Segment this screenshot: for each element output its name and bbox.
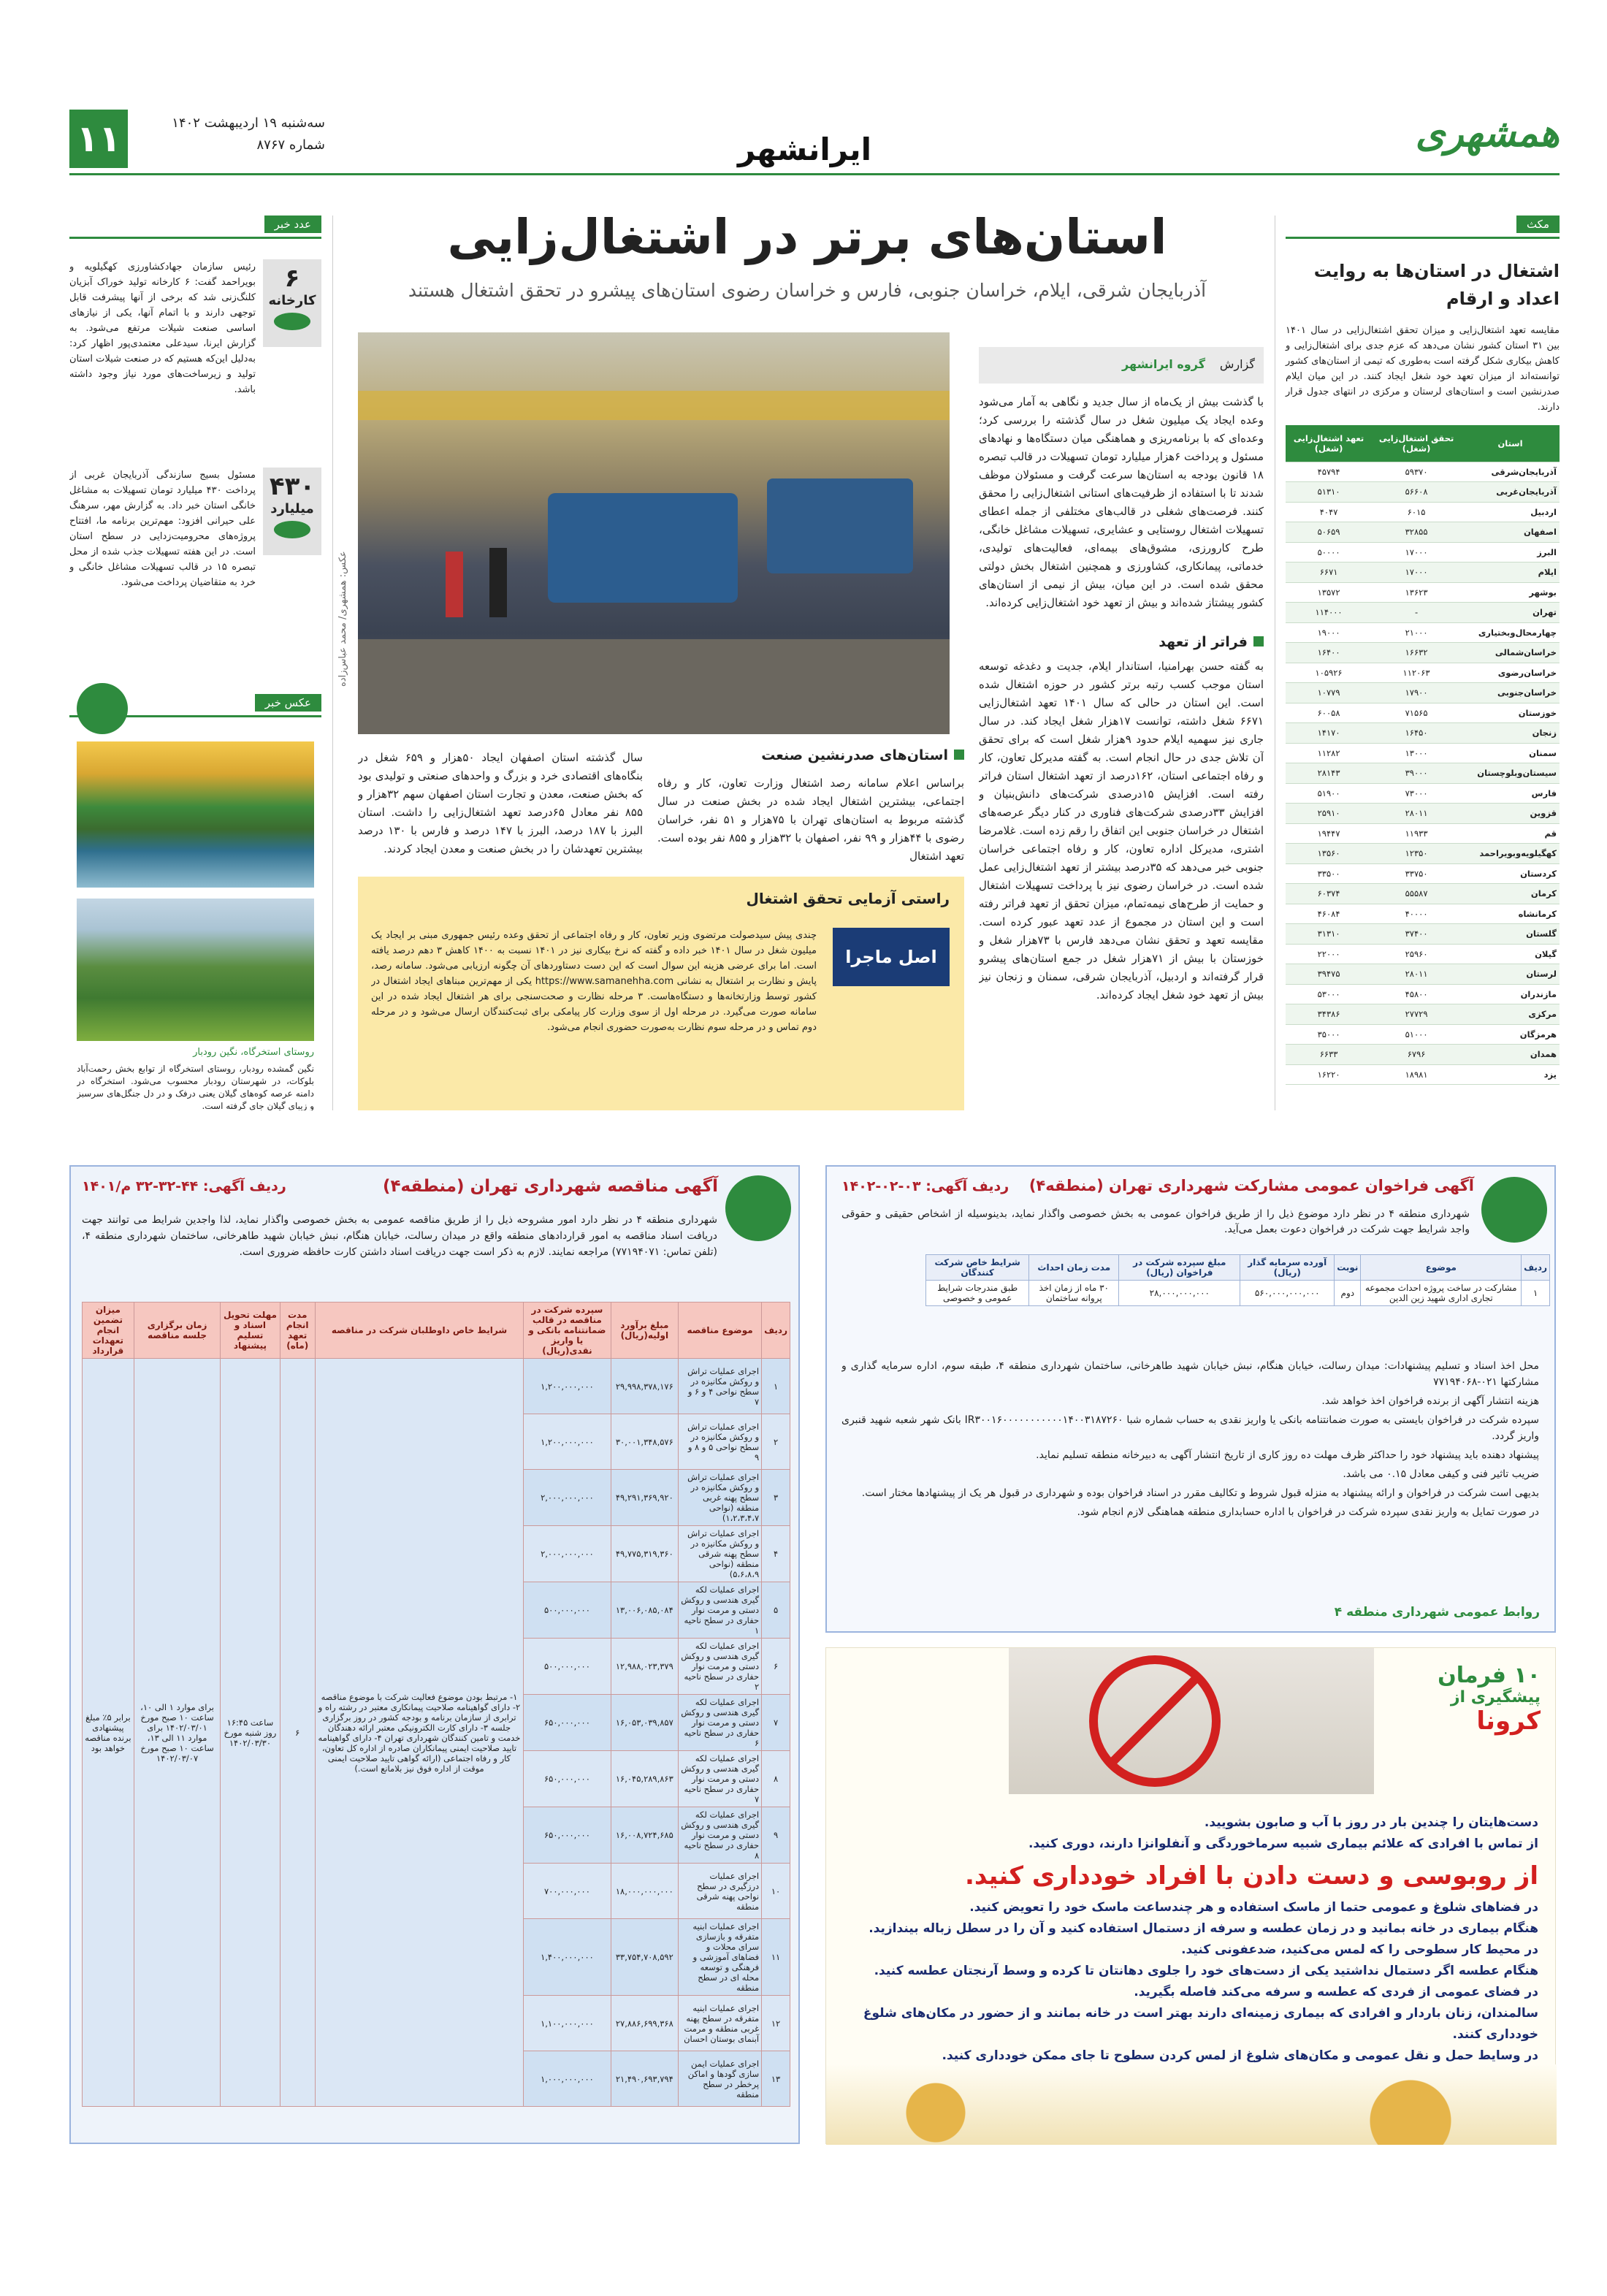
commitment-value: ۲۲۰۰۰ xyxy=(1286,944,1372,964)
tender-estimate: ۱۸,۰۰۰,۰۰۰,۰۰۰ xyxy=(611,1864,678,1919)
province-row xyxy=(1286,884,1560,904)
commitment-value: ۱۶۴۰۰ xyxy=(1286,643,1372,663)
covid-box xyxy=(825,1647,1556,2144)
province-row xyxy=(1286,663,1560,683)
masthead-rule xyxy=(69,173,1560,175)
covid-tip: هنگام عطسه اگر دستمال نداشتید یکی از دست‌های خود را جلوی دهانتان تا کرده و وسط آرنجتان عطسه کنید. xyxy=(874,1964,1538,1978)
tender-deposit: ۱,۱۰۰,۰۰۰,۰۰۰ xyxy=(524,1996,611,2051)
tender-header: میزان تضمین انجام تعهدات قرارداد xyxy=(83,1303,134,1359)
realized-value: ۳۳۷۵۰ xyxy=(1372,863,1461,884)
tender-index: ۱۲ xyxy=(762,1996,790,2051)
tender-header: ردیف xyxy=(762,1303,790,1359)
tender-header: مهلت تحویل اسناد و تسلیم پیشنهاد xyxy=(221,1303,280,1359)
ad-right-header: آورده سرمایه گذار (ریال) xyxy=(1240,1255,1335,1281)
tender-header: مدت انجام تعهد (ماه) xyxy=(280,1303,315,1359)
report-tag: گزارش xyxy=(1219,357,1255,371)
tender-index: ۱۱ xyxy=(762,1919,790,1996)
sub-heading-2: استان‌های صدرنشین صنعت xyxy=(657,747,964,763)
date-line: سه‌شنبه ۱۹ اردیبهشت ۱۴۰۲ xyxy=(172,115,325,131)
realized-value: ۴۰۰۰۰ xyxy=(1372,904,1461,924)
ad-table-right xyxy=(925,1254,1550,1306)
province-name: کرمانشاه xyxy=(1461,904,1560,924)
tender-subject: اجرای عملیات درزگیری در سطح نواحی پهنه شرقی منطقه xyxy=(679,1864,762,1919)
province-row xyxy=(1286,1004,1560,1025)
issue-line: شماره ۸۷۶۷ xyxy=(256,137,325,153)
realized-value: ۷۳۰۰۰ xyxy=(1372,783,1461,804)
tender-index: ۱۳ xyxy=(762,2051,790,2107)
report-tag-box xyxy=(979,347,1264,384)
ad-participation xyxy=(825,1165,1556,1633)
ad-code-right: ردیف آگهی: ۰۳-۰۲-۱۴۰۲ xyxy=(841,1178,1009,1194)
covid-tip: در فضای عمومی از فردی که عطسه و سرفه می‌کند فاصله بگیرید. xyxy=(1134,1985,1538,1999)
ad-right-bullet: ضریب تاثیر فنی و کیفی معادل ۰.۱۵ می باشد. xyxy=(1343,1468,1539,1480)
col-province: استان xyxy=(1461,425,1560,462)
commitment-value: ۶۶۳۳ xyxy=(1286,1045,1372,1065)
province-name: خوزستان xyxy=(1461,703,1560,723)
factcheck-logo: اصل ماجرا xyxy=(833,928,950,986)
province-name: فارس xyxy=(1461,783,1560,804)
number-text-1: رئیس سازمان جهادکشاورزی کهگیلویه و بویراحمد گفت: ۶ کارخانه تولید خوراک آبزیان کلنگ‌زنی شد که برخی از آنها پیشرفت قابل توجهی دارند و با اتمام آنها، یکی از نیازهای اساسی صنعت شیلات مرتفع می‌شود. به گزارش ایرنا، سیدعلی معتمدی‌پور اظهار کرد: به‌دلیل این‌که هستیم که در صنعت شیلات استان تولید و زیرساخت‌های مورد نیاز وجود داشته باشد. xyxy=(69,262,256,395)
tender-subject: اجرای عملیات ایمن سازی گودها و اماکن پرخطر در سطح منطقه xyxy=(679,2051,762,2107)
realized-value: ۶۷۹۶ xyxy=(1372,1045,1461,1065)
covid-tip: سالمندان، زنان باردار و افرادی که بیماری زمینه‌ای دارند بهتر است در خانه بمانند و از حضور در مکان‌های شلوغ خودداری کنند. xyxy=(863,2006,1538,2042)
commitment-value: ۳۴۳۸۶ xyxy=(1286,1004,1372,1025)
tender-subject: اجرای عملیات لکه گیری هندسی و روکش دستی و مرمت نوار حفاری در سطح ناحیه ۷ xyxy=(679,1751,762,1807)
realized-value: - xyxy=(1372,603,1461,623)
province-row xyxy=(1286,1045,1560,1065)
province-row xyxy=(1286,502,1560,522)
commitment-value: ۶۶۷۱ xyxy=(1286,562,1372,583)
province-name: همدان xyxy=(1461,1045,1560,1065)
commitment-value: ۱۹۰۰۰ xyxy=(1286,622,1372,643)
realized-value: ۳۷۴۰۰ xyxy=(1372,924,1461,945)
tender-header: شرایط خاص داوطلبان شرکت در مناقصه xyxy=(315,1303,523,1359)
commitment-value: ۶۰۰۵۸ xyxy=(1286,703,1372,723)
ad-right-header: مبلغ سپرده شرکت در فراخوان (ریال) xyxy=(1119,1255,1240,1281)
factory-photo xyxy=(358,332,950,734)
tender-index: ۷ xyxy=(762,1695,790,1751)
tender-index: ۳ xyxy=(762,1470,790,1526)
tender-estimate: ۲۷,۸۸۶,۶۹۹,۳۶۸ xyxy=(611,1996,678,2051)
commitment-value: ۵۰۶۵۹ xyxy=(1286,522,1372,543)
commitment-value: ۵۱۳۱۰ xyxy=(1286,482,1372,503)
ad-right-bullet: محل اخذ اسناد و تسلیم پیشنهادات: میدان رسالت، خیابان هنگام، نبش خیابان شهید طاهرخانی، ساختمان شهرداری منطقه ۴، طبقه سوم، اداره سرمایه گذاری و مشارکتها ۰۲۱-۷۷۱۹۴۰۶۸ xyxy=(841,1360,1539,1388)
province-row xyxy=(1286,823,1560,844)
commitment-value: ۲۵۹۱۰ xyxy=(1286,804,1372,824)
tender-estimate: ۱۳,۰۰۶,۰۸۵,۰۸۴ xyxy=(611,1582,678,1639)
main-subtitle: آذربایجان شرقی، ایلام، خراسان جنوبی، فارس و خراسان رضوی استان‌های پیشرو در تحقق اشتغال هستند xyxy=(408,280,1207,301)
province-row xyxy=(1286,1024,1560,1045)
covid-tip: در محیط کار سطوحی را که لمس می‌کنید، ضدعفونی کنید. xyxy=(1181,1942,1538,1957)
ad-right-header: شرایط خاص شرکت کنندگان xyxy=(926,1255,1029,1281)
province-row xyxy=(1286,904,1560,924)
province-row xyxy=(1286,723,1560,744)
commitment-value: ۳۱۳۱۰ xyxy=(1286,924,1372,945)
commitment-value: ۴۰۴۷ xyxy=(1286,502,1372,522)
tender-subject: اجرای عملیات تراش و روکش مکانیزه در سطح نواحی ۴ و ۶ و ۷ xyxy=(679,1359,762,1414)
province-row xyxy=(1286,844,1560,864)
province-row xyxy=(1286,582,1560,603)
realized-value: ۲۱۰۰۰ xyxy=(1372,622,1461,643)
province-name: گیلان xyxy=(1461,944,1560,964)
tender-subject: اجرای عملیات لکه گیری هندسی و روکش دستی و مرمت نوار حفاری در سطح ناحیه ۸ xyxy=(679,1807,762,1864)
province-row xyxy=(1286,683,1560,703)
commitment-value: ۱۹۴۴۷ xyxy=(1286,823,1372,844)
realized-value: ۴۵۸۰۰ xyxy=(1372,984,1461,1004)
realized-value: ۲۵۹۶۰ xyxy=(1372,944,1461,964)
tender-deposit: ۶۵۰,۰۰۰,۰۰۰ xyxy=(524,1751,611,1807)
commitment-value: ۱۶۲۲۰ xyxy=(1286,1064,1372,1085)
realized-value: ۷۱۵۶۵ xyxy=(1372,703,1461,723)
province-name: اردبیل xyxy=(1461,502,1560,522)
province-row xyxy=(1286,804,1560,824)
covid-tip: هنگام بیماری در خانه بمانید و در زمان عطسه و سرفه از دستمال استفاده کنید و آن را در سطل زباله بیندازید. xyxy=(869,1921,1538,1936)
covid-image xyxy=(1009,1648,1374,1794)
tender-header: زمان برگزاری جلسه مناقصه xyxy=(134,1303,220,1359)
box-intro: مقایسه تعهد اشتغال‌زایی و میزان تحقق اشتغال‌زایی در سال ۱۴۰۱ بین ۳۱ استان کشور نشان می‌دهد که عزم جدی برای اشتغال‌زایی و کاهش بیکاری شکل گرفته است به‌طوری که تیمی از استان‌های کشور توانسته‌اند از میزان تعهد خود شغل ایجاد کنند. در این میان ایلام صدرنشین است و استان‌های لرستان و مرکزی در انتهای جدول قرار دارند. xyxy=(1286,325,1560,413)
tender-subject: اجرای عملیات تراش و روکش مکانیزه در سطح نواحی ۵ و ۸ و ۹ xyxy=(679,1414,762,1470)
ad-right-cell: ۲۸,۰۰۰,۰۰۰,۰۰۰ xyxy=(1119,1281,1240,1306)
province-row xyxy=(1286,924,1560,945)
ad-right-header: نوبت xyxy=(1335,1255,1361,1281)
province-row xyxy=(1286,522,1560,543)
commitment-value: ۵۰۰۰۰ xyxy=(1286,542,1372,562)
covid-list xyxy=(841,1812,1538,2067)
tender-deposit: ۶۵۰,۰۰۰,۰۰۰ xyxy=(524,1807,611,1864)
province-row xyxy=(1286,703,1560,723)
tender-index: ۸ xyxy=(762,1751,790,1807)
tender-deposit: ۱,۰۰۰,۰۰۰,۰۰۰ xyxy=(524,2051,611,2107)
commitment-value: ۱۳۵۶۰ xyxy=(1286,844,1372,864)
realized-value: ۵۹۳۷۰ xyxy=(1372,462,1461,482)
tender-estimate: ۲۹,۹۹۸,۳۷۸,۱۷۶ xyxy=(611,1359,678,1414)
commitment-value: ۲۸۱۴۳ xyxy=(1286,763,1372,784)
realized-value: ۵۱۰۰۰ xyxy=(1372,1024,1461,1045)
tender-subject: اجرای عملیات ابنیه متفرقه و بازسازی سرای محلات و فضاهای آموزشی و فرهنگی و توسعه محله ای در سطح منطقه xyxy=(679,1919,762,1996)
realized-value: ۱۱۲۰۶۳ xyxy=(1372,663,1461,683)
province-name: زنجان xyxy=(1461,723,1560,744)
section-tag: مکث xyxy=(1516,216,1560,233)
commitment-value: ۱۴۱۷۰ xyxy=(1286,723,1372,744)
ad-right-cell: مشارکت در ساخت پروژه احداث مجموعه تجاری اداری شهید زین الدین xyxy=(1361,1281,1522,1306)
province-row xyxy=(1286,984,1560,1004)
tender-session: برای موارد ۱ الی ۱۰، ساعت ۱۰ صبح مورخ ۱۴۰۲/۰۳/۰۱ برای موارد ۱۱ الی ۱۳، ساعت ۱۰ صبح مورخ ۱۴۰۲/۰۳/۰۷ xyxy=(134,1359,220,2107)
province-name: البرز xyxy=(1461,542,1560,562)
main-left-p1: سال گذشته استان اصفهان ایجاد ۵۰هزار و ۶۵۹ شغل در بنگاه‌های اقتصادی خرد و بزرگ و واحدهای صنعتی و تولیدی بود که بخش صنعت، معدن و تجارت استان اصفهان سهم ۳۲هزار و ۸۵۵ نفر معادل ۶۵درصد تعهد اشتغال‌زایی را داشت. استان البرز با ۱۸۷ درصد، البرز با ۱۴۷ درصد و فارس با ۱۳۰ درصد بیشترین تعهدشان را در بخش صنعت و معدن ایجاد کردند. xyxy=(358,751,643,855)
covid-tip: دست‌هایتان را چندین بار در روز با آب و صابون بشویید. xyxy=(1204,1815,1538,1830)
landscape-photo-2 xyxy=(77,899,314,1041)
province-name: آذربایجان‌غربی xyxy=(1461,482,1560,503)
province-row xyxy=(1286,964,1560,985)
tender-deposit: ۵۰۰,۰۰۰,۰۰۰ xyxy=(524,1582,611,1639)
ad-right-cell: طبق مندرجات شرایط عمومی و خصوصی xyxy=(926,1281,1029,1306)
province-name: مرکزی xyxy=(1461,1004,1560,1025)
province-name: اصفهان xyxy=(1461,522,1560,543)
commitment-value: ۱۰۷۷۹ xyxy=(1286,683,1372,703)
realized-value: ۱۲۳۵۰ xyxy=(1372,844,1461,864)
commitment-value: ۱۱۲۸۲ xyxy=(1286,743,1372,763)
province-row xyxy=(1286,462,1560,482)
col-realized: تحقق اشتغال‌زایی (شغل) xyxy=(1372,425,1461,462)
number-badge-2: ۴۳۰ میلیارد xyxy=(263,468,321,555)
realized-value: ۱۸۹۸۱ xyxy=(1372,1064,1461,1085)
ad-right-cell: ۱ xyxy=(1522,1281,1550,1306)
ad-title-right: آگهی فراخوان عمومی مشارکت شهرداری تهران (منطقه۴) xyxy=(1028,1177,1474,1194)
ad-intro-right: شهرداری منطقه ۴ در نظر دارد موضوع ذیل را از طریق فراخوان عمومی به بخش خصوصی واگذار نماید، بدینوسیله از اشخاص حقیقی و حقوقی واجد شرایط جهت شرکت در فراخوان دعوت بعمل می‌آید. xyxy=(841,1208,1470,1235)
tender-subject: اجرای عملیات لکه گیری هندسی و روکش دستی و مرمت نوار حفاری در سطح ناحیه ۲ xyxy=(679,1639,762,1695)
realized-value: ۱۱۹۳۳ xyxy=(1372,823,1461,844)
factcheck-box xyxy=(358,877,964,1110)
province-name: خراسان‌جنوبی xyxy=(1461,683,1560,703)
realized-value: ۱۶۶۳۲ xyxy=(1372,643,1461,663)
realized-value: ۵۵۵۸۷ xyxy=(1372,884,1461,904)
province-name: آذربایجان‌شرقی xyxy=(1461,462,1560,482)
ad-right-header: ردیف xyxy=(1522,1255,1550,1281)
main-mid-p1: براساس اعلام سامانه رصد اشتغال وزارت تعاون، کار و رفاه اجتماعی، بیشترین اشتغال ایجاد شده در بخش صنعت در سال گذشته مربوط به استان‌های تهران با ۷۵هزار و ۵۱ نفر، خراسان رضوی با ۴۴هزار و ۹۹ نفر، اصفهان با ۳۲هزار و ۸۵۵ نفر بوده است. تعهد اشتغال xyxy=(657,777,964,863)
tender-estimate: ۴۹,۲۹۱,۳۶۹,۹۲۰ xyxy=(611,1470,678,1526)
province-name: ایلام xyxy=(1461,562,1560,583)
page-number: ۱۱ xyxy=(69,110,128,168)
province-name: قزوین xyxy=(1461,804,1560,824)
col-commitment: تعهد اشتغال‌زایی (شغل) xyxy=(1286,425,1372,462)
tender-estimate: ۱۶,۰۵۳,۰۳۹,۸۵۷ xyxy=(611,1695,678,1751)
ad-right-bullet: بدیهی است شرکت در فراخوان و ارائه پیشنهاد به منزله قبول شروط و تکالیف مقرر در اسناد فراخوان بوده و شهرداری در قبول هر یک از پیشنهادها مختار است. xyxy=(861,1487,1539,1499)
covid-tip: از تماس با افرادی که علائم بیماری شبیه سرماخوردگی و آنفلوانزا دارند، دوری کنید. xyxy=(1028,1837,1538,1851)
commitment-value: ۱۰۵۹۲۶ xyxy=(1286,663,1372,683)
ad-right-cell: ۵۶۰,۰۰۰,۰۰۰,۰۰۰ xyxy=(1240,1281,1335,1306)
province-row xyxy=(1286,482,1560,503)
ad-code-left: ردیف آگهی: ۴۴-۳۲-۳۲ م/۱۴۰۱ xyxy=(82,1178,286,1194)
covid-badge: ۱۰ فرمان پیشگیری از کرونا xyxy=(1438,1663,1541,1736)
number-badge-1: ۶ کارخانه xyxy=(263,259,321,347)
landscape-photo-1 xyxy=(77,741,314,888)
province-table xyxy=(1286,425,1560,1085)
numbers-tag: عدد خبر xyxy=(264,216,321,233)
ad-logo-left xyxy=(725,1175,791,1241)
ad-right-bullet: در صورت تمایل به واریز نقدی سپرده شرکت در فراخوان با اداره حسابداری منطقه هماهنگی لازم انجام شود. xyxy=(1077,1506,1539,1518)
realized-value: ۲۸۰۱۱ xyxy=(1372,804,1461,824)
ad-right-bullet: پیشنهاد دهنده باید پیشنهاد خود را حداکثر ظرف مهلت ده روز کاری از تاریخ انتشار آگهی به دبیرخانه منطقه تسلیم نماید. xyxy=(1036,1449,1539,1461)
column-divider-left xyxy=(332,216,333,1110)
covid-tip: در وسایط حمل و نقل عمومی و مکان‌های شلوغ از لمس کردن سطوح تا جای ممکن خودداری کنید. xyxy=(942,2048,1538,2063)
tender-deposit: ۱,۲۰۰,۰۰۰,۰۰۰ xyxy=(524,1359,611,1414)
tender-deposit: ۷۰۰,۰۰۰,۰۰۰ xyxy=(524,1864,611,1919)
province-row xyxy=(1286,1064,1560,1085)
logo: همشهری xyxy=(1415,111,1560,156)
tender-index: ۹ xyxy=(762,1807,790,1864)
tender-index: ۱۰ xyxy=(762,1864,790,1919)
tender-index: ۱ xyxy=(762,1359,790,1414)
province-name: گلستان xyxy=(1461,924,1560,945)
province-name: کهگیلویه‌وبویراحمد xyxy=(1461,844,1560,864)
tender-header: موضوع مناقصه xyxy=(679,1303,762,1359)
province-name: یزد xyxy=(1461,1064,1560,1085)
commitment-value: ۳۳۵۰۰ xyxy=(1286,863,1372,884)
commitment-value: ۵۳۰۰۰ xyxy=(1286,984,1372,1004)
ad-right-bullet: هزینه انتشار آگهی از برنده فراخوان اخذ خواهد شد. xyxy=(1321,1395,1539,1407)
covid-tip: در فضاهای شلوغ و عمومی حتما از ماسک استفاده و هر چندساعت ماسک خود را تعویض کنید. xyxy=(969,1900,1538,1915)
tender-estimate: ۳۳,۷۵۴,۷۰۸,۵۹۲ xyxy=(611,1919,678,1996)
province-row xyxy=(1286,542,1560,562)
commitment-value: ۵۱۹۰۰ xyxy=(1286,783,1372,804)
province-row xyxy=(1286,643,1560,663)
province-name: خراسان‌شمالی xyxy=(1461,643,1560,663)
main-title: استان‌های برتر در اشتغال‌زایی xyxy=(447,209,1167,265)
tender-index: ۴ xyxy=(762,1526,790,1582)
province-row xyxy=(1286,743,1560,763)
tender-subject: اجرای عملیات تراش و روکش مکانیزه در سطح پهنه غربی منطقه (نواحی ۱،۲،۳،۴،۷) xyxy=(679,1470,762,1526)
province-row xyxy=(1286,863,1560,884)
photo-caption: عکس: همشهری/ محمد عباس‌زاده xyxy=(337,551,348,687)
province-row xyxy=(1286,622,1560,643)
province-row xyxy=(1286,944,1560,964)
province-name: سمنان xyxy=(1461,743,1560,763)
tender-deposit: ۲,۰۰۰,۰۰۰,۰۰۰ xyxy=(524,1526,611,1582)
tender-deposit: ۲,۰۰۰,۰۰۰,۰۰۰ xyxy=(524,1470,611,1526)
province-name: لرستان xyxy=(1461,964,1560,985)
tender-subject: اجرای عملیات تراش و روکش مکانیزه در سطح پهنه شرقی منطقه (نواحی ۵،۶،۸،۹) xyxy=(679,1526,762,1582)
realized-value: ۱۳۰۰۰ xyxy=(1372,743,1461,763)
tender-header: مبلغ برآورد اولیه(ریال) xyxy=(611,1303,678,1359)
tender-estimate: ۳۰,۰۰۱,۳۴۸,۵۷۶ xyxy=(611,1414,678,1470)
realized-value: ۱۷۰۰۰ xyxy=(1372,542,1461,562)
factcheck-text: چندی پیش سید‌صولت مرتضوی وزیر تعاون، کار و رفاه اجتماعی از تحقق وعده رئیس جمهوری مبنی بر ایجاد یک میلیون شغل در سال ۱۴۰۱ خبر داده و گفته که نرخ بیکاری نیز در ۱۴۰۱ نسبت به ۱۴۰۰ کاهش ۳ دهم درصد یافته است. اما برای عرضی هزینه این سوال است که این دست دستاوردهای آن چگونه ارزیابی می‌شود. سامانه رصد، پایش و نظارت بر اشتغال به نشانی https://www.samanehha.com یکی از مهم‌ترین مبناهای ایجاد اشتغال در کشور توسط وزارتخانه‌ها و دستگاه‌هاست. ۳ مرحله نظارت و صحت‌سنجی برای هر اشتغال ایجاد شده در این سامانه صورت می‌گیرد. در مرحله اول از سوی وزارت کار پیامکی برای ثبت‌کنندگان ارسال می‌شود و در مرحله دوم تماس و در مرحله سوم نظارت به‌صورت حضوری انجام می‌شود. xyxy=(371,930,817,1033)
tender-estimate: ۱۲,۹۸۸,۰۲۳,۳۷۹ xyxy=(611,1639,678,1695)
commitment-value: ۴۶۰۸۴ xyxy=(1286,904,1372,924)
right-column xyxy=(1286,216,1560,1110)
realized-value: ۳۹۰۰۰ xyxy=(1372,763,1461,784)
tender-deposit: ۱,۴۰۰,۰۰۰,۰۰۰ xyxy=(524,1919,611,1996)
ad-footer-right: روابط عمومی شهرداری منطقه ۴ xyxy=(1334,1605,1540,1620)
commitment-value: ۶۰۳۷۴ xyxy=(1286,884,1372,904)
realized-value: ۱۳۶۲۳ xyxy=(1372,582,1461,603)
tender-subject: اجرای عملیات لکه گیری هندسی و روکش دستی و مرمت نوار حفاری در سطح ناحیه ۱ xyxy=(679,1582,762,1639)
tender-estimate: ۴۹,۷۷۵,۳۱۹,۳۶۰ xyxy=(611,1526,678,1582)
photo-news-text: نگین گمشده رودبار، روستای استخرگاه از توابع بخش رحمت‌آباد بلوکات، در شهرستان رودبار محسوب می‌شود. استخرگاه در دامنه عرصه کوه‌های گیلان یعنی درفک و در دل جنگل‌های سرسبز و زیبای گیلان جای گرفته است. xyxy=(77,1064,314,1110)
ad-intro-left: شهرداری منطقه ۴ در نظر دارد امور مشروحه ذیل را از طریق مناقصه عمومی به بخش خصوصی واگذار نماید، لذا واجدین شرایط می توانند جهت دریافت اسناد مناقصه به امور قراردادهای منطقه واقع در میدان رسالت، خیابان هنگام، نبش خیابان شهید طاهرخانی، ساختمان شهرداری منطقه ۴، (تلفن تماس: ۷۷۱۹۴۰۷۱) مراجعه نمایند. لازم به ذکر است جهت دریافت اسناد داشتن کارت حافظه ضروری است. xyxy=(82,1214,717,1258)
main-right-p1: با گذشت بیش از یک‌ماه از سال جدید و نگاهی به آمار می‌شود وعده ایجاد یک میلیون شغل در سال گذشته را بررسی کرد؛ وعده‌ای که با برنامه‌ریزی و هماهنگی میان دستگاه‌ها و نهادهای مسئول و پرداخت ۶هزار میلیارد تومان تسهیلات در قالب تبصره ۱۸ قانون بودجه به استان‌ها سرعت گرفت و مسئولان موظف شدند تا با استفاده از ظرفیت‌های استانی اشتغال‌زایی را محقق کنند. فرصت‌های شغلی در قالب‌های مختلفی از جمله اعطای تسهیلات اشتغال روستایی و عشایری، تسهیلات مشاغل خانگی، طرح کارورزی، مشوق‌های بیمه‌ای، فعالیت‌های تولیدی، خدماتی، پیمانکاری، کشاورزی و همچنین اشتغال بخش دولتی محقق شده است. در این میان، بیش از نیمی از استان‌های کشور پیشتاز شده‌اند و بیش از تعهد خود اشتغال‌زایی کرده‌اند. xyxy=(979,395,1264,609)
ad-right-cell: ۳۰ ماه از زمان اخذ پروانه ساختمان xyxy=(1029,1281,1119,1306)
ad-right-bullet: سپرده شرکت در فراخوان بایستی به صورت ضمانتنامه بانکی یا واریز نقدی به حساب شماره شبا IR۳۰۰۱۶۰۰۰۰۰۰۰۰۰۰۰۱۴۰۰۳۱۸۷۲۶۰ بانک شهر شعبه شهید قنبری واریز گردد. xyxy=(841,1414,1539,1442)
province-name: بوشهر xyxy=(1461,582,1560,603)
province-name: تهران xyxy=(1461,603,1560,623)
ad-logo-right xyxy=(1481,1177,1547,1243)
province-name: خراسان‌رضوی xyxy=(1461,663,1560,683)
ad-right-header: موضوع xyxy=(1361,1255,1522,1281)
factcheck-title: راستی آزمایی تحقق اشتغال xyxy=(746,890,950,907)
tender-index: ۵ xyxy=(762,1582,790,1639)
box-title: اشتغال در استان‌ها به روایت اعداد و ارقام xyxy=(1313,261,1560,309)
sub-heading-1: فراتر از تعهد xyxy=(979,634,1264,650)
tender-index: ۶ xyxy=(762,1639,790,1695)
tender-index: ۲ xyxy=(762,1414,790,1470)
ad-title-left: آگهی مناقصه شهرداری تهران (منطقه۴) xyxy=(382,1177,718,1196)
number-text-2: مسئول بسیج سازندگی آذربایجان غربی از پرداخت ۴۳۰ میلیارد تومان تسهیلات به مشاغل خانگی استان خبر داد. به گزارش مهر، سرهنگ علی حیرانی افزود: مهم‌ترین برنامه ما، افتتاح پروژه‌های محرومیت‌زدایی در سطح استان است. در این هفته تسهیلات جذب شده از محل تبصره ۱۵ در قالب تسهیلات مشاغل خانگی و خرد به متقاضیان پرداخت می‌شود. xyxy=(69,470,256,588)
realized-value: ۶۰۱۵ xyxy=(1372,502,1461,522)
province-name: چهارمحال‌وبختیاری xyxy=(1461,622,1560,643)
tender-guarantee: برابر ۵٪ مبلغ پیشنهادی برنده مناقصه خواهد بود xyxy=(83,1359,134,2107)
main-right-p2: به گفته حسن بهرامنیا، استاندار ایلام، جدیت و دغدغه توسعه استان موجب کسب رتبه برتر کشور در حوزه اشتغال شده است. این استان در حالی که سال ۱۴۰۱ تعهد اشتغال‌زایی ۶۶۷۱ شغل داشته، توانست ۱۷هزار شغل ایجاد کند. در سال جاری نیز سهمیه ایلام حدود ۹هزار شغل است که برای تحقق آن تلاش جدی در حال انجام است. به گفته مدیرکل تعاون، کار و رفاه اجتماعی استان، ۱۶۲درصد از تعهد اشتغال استان فراتر رفته است. افزایش ۱۵درصدی شرکت‌های دانش‌بنیان و افزایش ۳۳درصدی شرکت‌های فناوری در کنار دیگر عرصه‌های اشتغال در خراسان جنوبی این اتفاق را رقم زده است. غلامرضا اشتری، مدیرکل اداره تعاون، کار و رفاه اجتماعی خراسان جنوبی خبر می‌دهد که ۳۵درصد بیشتر از تعهد اشتغال‌زایی عمل شده است. در خراسان رضوی نیز با پرداخت تسهیلات اشتغال و حمایت از طرح‌های نیمه‌تمام، میزان تحقق از تعهد فراتر رفته است و این استان در مجموع از عدد تعهد عبور کرده است. مقایسه تعهد و تحقق نشان می‌دهد فارس با ۷۳هزار شغل و خوزستان با بیش از ۷۱هزار شغل در جمع استان‌های پیشرو قرار گرفته‌اند و اردبیل، آذربایجان شرقی، سمنان و زنجان نیز بیش از تعهد خود شغل ایجاد کرده‌اند. xyxy=(979,660,1264,1002)
tender-deposit: ۵۰۰,۰۰۰,۰۰۰ xyxy=(524,1639,611,1695)
byline: گروه ایرانشهر xyxy=(1122,357,1205,371)
province-row xyxy=(1286,783,1560,804)
realized-value: ۲۷۷۲۹ xyxy=(1372,1004,1461,1025)
tender-duration: ۶ xyxy=(280,1359,315,2107)
tender-deposit: ۱,۲۰۰,۰۰۰,۰۰۰ xyxy=(524,1414,611,1470)
tender-subject: اجرای عملیات لکه گیری هندسی و روکش دستی و مرمت نوار حفاری در سطح ناحیه ۶ xyxy=(679,1695,762,1751)
commitment-value: ۱۱۴۰۰۰ xyxy=(1286,603,1372,623)
province-name: کرمان xyxy=(1461,884,1560,904)
tender-deposit: ۶۵۰,۰۰۰,۰۰۰ xyxy=(524,1695,611,1751)
province-name: هرمزگان xyxy=(1461,1024,1560,1045)
province-name: مازندران xyxy=(1461,984,1560,1004)
tender-estimate: ۱۶,۰۰۸,۷۲۴,۶۸۵ xyxy=(611,1807,678,1864)
covid-tip: از روبوسی و دست دادن با افراد خودداری کنید. xyxy=(964,1861,1538,1891)
realized-value: ۵۶۶۰۸ xyxy=(1372,482,1461,503)
ad-tender xyxy=(69,1165,800,2144)
realized-value: ۱۷۰۰۰ xyxy=(1372,562,1461,583)
realized-value: ۱۶۴۵۰ xyxy=(1372,723,1461,744)
tender-table xyxy=(82,1302,790,2107)
left-column xyxy=(69,216,321,1110)
province-row xyxy=(1286,763,1560,784)
tender-row xyxy=(83,1359,790,1414)
tender-conditions: ۱- مرتبط بودن موضوع فعالیت شرکت با موضوع مناقصه ۲- دارای گواهینامه صلاحیت پیمانکاری معتبر در رشته راه و ترابری از سازمان برنامه و بودجه کشور در روز برگزاری جلسه ۳- دارای کارت الکترونیکی معتبر ارائه دهندگان خدمت و تامین کنندگان شهرداری تهران ۴- دارای گواهینامه تایید صلاحیت ایمنی پیمانکاران صادره از اداره کل تعاون، کار و رفاه اجتماعی (ارائه گواهی تایید صلاحیت ایمنی موقت از اداره فوق نیز بلامانع است.) xyxy=(315,1359,523,2107)
province-row xyxy=(1286,603,1560,623)
realized-value: ۱۷۹۰۰ xyxy=(1372,683,1461,703)
province-name: قم xyxy=(1461,823,1560,844)
tender-estimate: ۲۱,۴۹۰,۶۹۳,۷۹۴ xyxy=(611,2051,678,2107)
ad-bullets-right xyxy=(841,1358,1539,1603)
tender-header: سپرده شرکت در مناقصه در قالب ضمانتنامه بانکی و یا واریز نقدی(ریال) xyxy=(524,1303,611,1359)
commitment-value: ۱۳۵۷۲ xyxy=(1286,582,1372,603)
province-name: سیستان‌وبلوچستان xyxy=(1461,763,1560,784)
ad-right-cell: دوم xyxy=(1335,1281,1361,1306)
commitment-value: ۴۵۷۹۴ xyxy=(1286,462,1372,482)
tender-deadline: ساعت ۱۶:۴۵ روز شنبه مورخ ۱۴۰۲/۰۳/۳۰ xyxy=(221,1359,280,2107)
realized-value: ۲۸۰۱۱ xyxy=(1372,964,1461,985)
commitment-value: ۳۵۰۰۰ xyxy=(1286,1024,1372,1045)
photo-news-tag: عکس خبر xyxy=(255,694,321,712)
tender-subject: اجرای عملیات ابنیه متفرقه در سطح پهنه غربی منطقه و مرمت آبنمای بوستان احسان xyxy=(679,1996,762,2051)
tender-estimate: ۱۶,۰۴۵,۲۸۹,۸۶۳ xyxy=(611,1751,678,1807)
commitment-value: ۳۹۴۷۵ xyxy=(1286,964,1372,985)
photo-news-caption: روستای استخرگاه، نگین رودبار xyxy=(193,1047,314,1058)
section-title: ایرانشهر xyxy=(738,131,872,167)
province-name: کردستان xyxy=(1461,863,1560,884)
ad-right-header: مدت زمان احداث xyxy=(1029,1255,1119,1281)
province-row xyxy=(1286,562,1560,583)
realized-value: ۳۲۸۵۵ xyxy=(1372,522,1461,543)
